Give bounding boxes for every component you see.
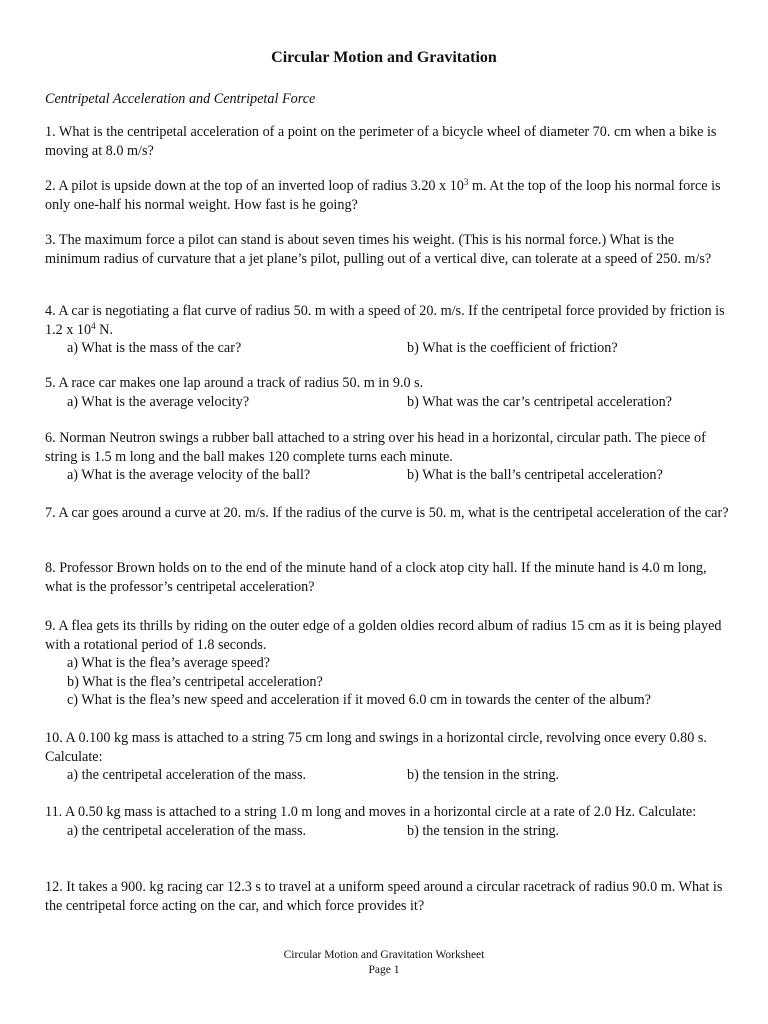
question-4-exponent: 4 [91, 320, 96, 331]
question-11-parts [45, 822, 730, 841]
question-8 [45, 559, 730, 596]
question-9-part-b: b) What is the flea’s centripetal acceleration? [67, 673, 323, 690]
question-6-part-a: a) What is the average velocity of the ball? [67, 467, 311, 484]
question-12-text: 12. It takes a 900. kg racing car 12.3 s to travel at a uniform speed around a circular racetrack of radius 90.0 m. What is the centripetal force acting on the car, and which force provides it? [45, 879, 723, 914]
question-5 [45, 374, 730, 411]
question-5-part-b: b) What was the car’s centripetal acceleration? [407, 393, 672, 410]
question-1-text: 1. What is the centripetal acceleration of a point on the perimeter of a bicycle wheel of diameter 70. cm when a bike is moving at 8.0 m/s? [45, 124, 717, 159]
question-11-part-b: b) the tension in the string. [407, 822, 560, 839]
question-3 [45, 231, 730, 268]
question-9-parts [45, 654, 730, 710]
question-9-part-a: a) What is the flea’s average speed? [67, 655, 270, 672]
page-footer [0, 948, 768, 978]
page-title: Circular Motion and Gravitation [271, 49, 497, 66]
question-4-text: 4. A car is negotiating a flat curve of radius 50. m with a speed of 20. m/s. If the centripetal force provided by friction is 1.2 x $10^4$ N. [45, 303, 725, 338]
question-6-text: 6. Norman Neutron swings a rubber ball attached to a string over his head in a horizontal, circular path. The piece of string is 1.5 m long and the ball makes 120 complete turns each minute. [45, 430, 706, 465]
question-4-part-b: b) What is the coefficient of friction? [407, 340, 618, 357]
question-5-text: 5. A race car makes one lap around a track of radius 50. m in 9.0 s. [45, 375, 424, 391]
question-7 [45, 504, 730, 523]
question-2-exponent: 3 [463, 177, 469, 187]
question-4 [45, 302, 730, 358]
question-10-part-a: a) the centripetal acceleration of the mass. [67, 767, 307, 784]
question-6-parts [45, 466, 730, 485]
section-heading: Centripetal Acceleration and Centripetal Force [45, 91, 316, 107]
question-11-text: 11. A 0.50 kg mass is attached to a string 1.0 m long and moves in a horizontal circle at a rate of 2.0 Hz. Calculate: [45, 804, 697, 820]
question-9-part-c: c) What is the flea’s new speed and acceleration if it moved 6.0 cm in towards the center of the album? [67, 692, 651, 709]
question-10-part-b: b) the tension in the string. [407, 767, 560, 784]
question-2 [45, 177, 730, 214]
question-6-part-b: b) What is the ball’s centripetal acceleration? [407, 467, 663, 484]
question-4-part-a: a) What is the mass of the car? [67, 340, 242, 357]
question-11 [45, 803, 730, 840]
question-2-text: 2. A pilot is upside down at the top of an inverted loop of radius 3.20 x $10^3$ m. At the top of the loop his normal force is only one-half his normal weight. How fast is he going? [45, 177, 721, 213]
question-7-text: 7. A car goes around a curve at 20. m/s. If the radius of the curve is 50. m, what is the centripetal acceleration of the car? [45, 505, 729, 521]
question-11-part-a: a) the centripetal acceleration of the mass. [67, 822, 307, 839]
question-1 [45, 123, 730, 160]
question-10 [45, 729, 730, 785]
footer-title: Circular Motion and Gravitation Worksheet [283, 949, 485, 961]
question-10-parts [45, 766, 730, 785]
question-10-text: 10. A 0.100 kg mass is attached to a string 75 cm long and swings in a horizontal circle, revolving once every 0.80 s. Calculate: [45, 730, 707, 765]
question-3-text: 3. The maximum force a pilot can stand is about seven times his weight. (This is his normal force.) What is the minimum radius of curvature that a jet plane’s pilot, pulling out of a vertical dive, can tolerate at a speed of 250. m/s? [45, 232, 712, 267]
question-9-text: 9. A flea gets its thrills by riding on the outer edge of a golden oldies record album of radius 15 cm as it is being played with a rotational period of 1.8 seconds. [45, 618, 722, 653]
footer-page-number: Page 1 [368, 964, 400, 976]
question-6 [45, 429, 730, 485]
question-5-part-a: a) What is the average velocity? [67, 393, 250, 410]
question-4-parts [45, 339, 730, 358]
question-9 [45, 617, 730, 710]
question-12 [45, 878, 730, 915]
question-8-text: 8. Professor Brown holds on to the end of the minute hand of a clock atop city hall. If the minute hand is 4.0 m long, what is the professor’s centripetal acceleration? [45, 560, 707, 595]
question-5-parts [45, 393, 730, 412]
